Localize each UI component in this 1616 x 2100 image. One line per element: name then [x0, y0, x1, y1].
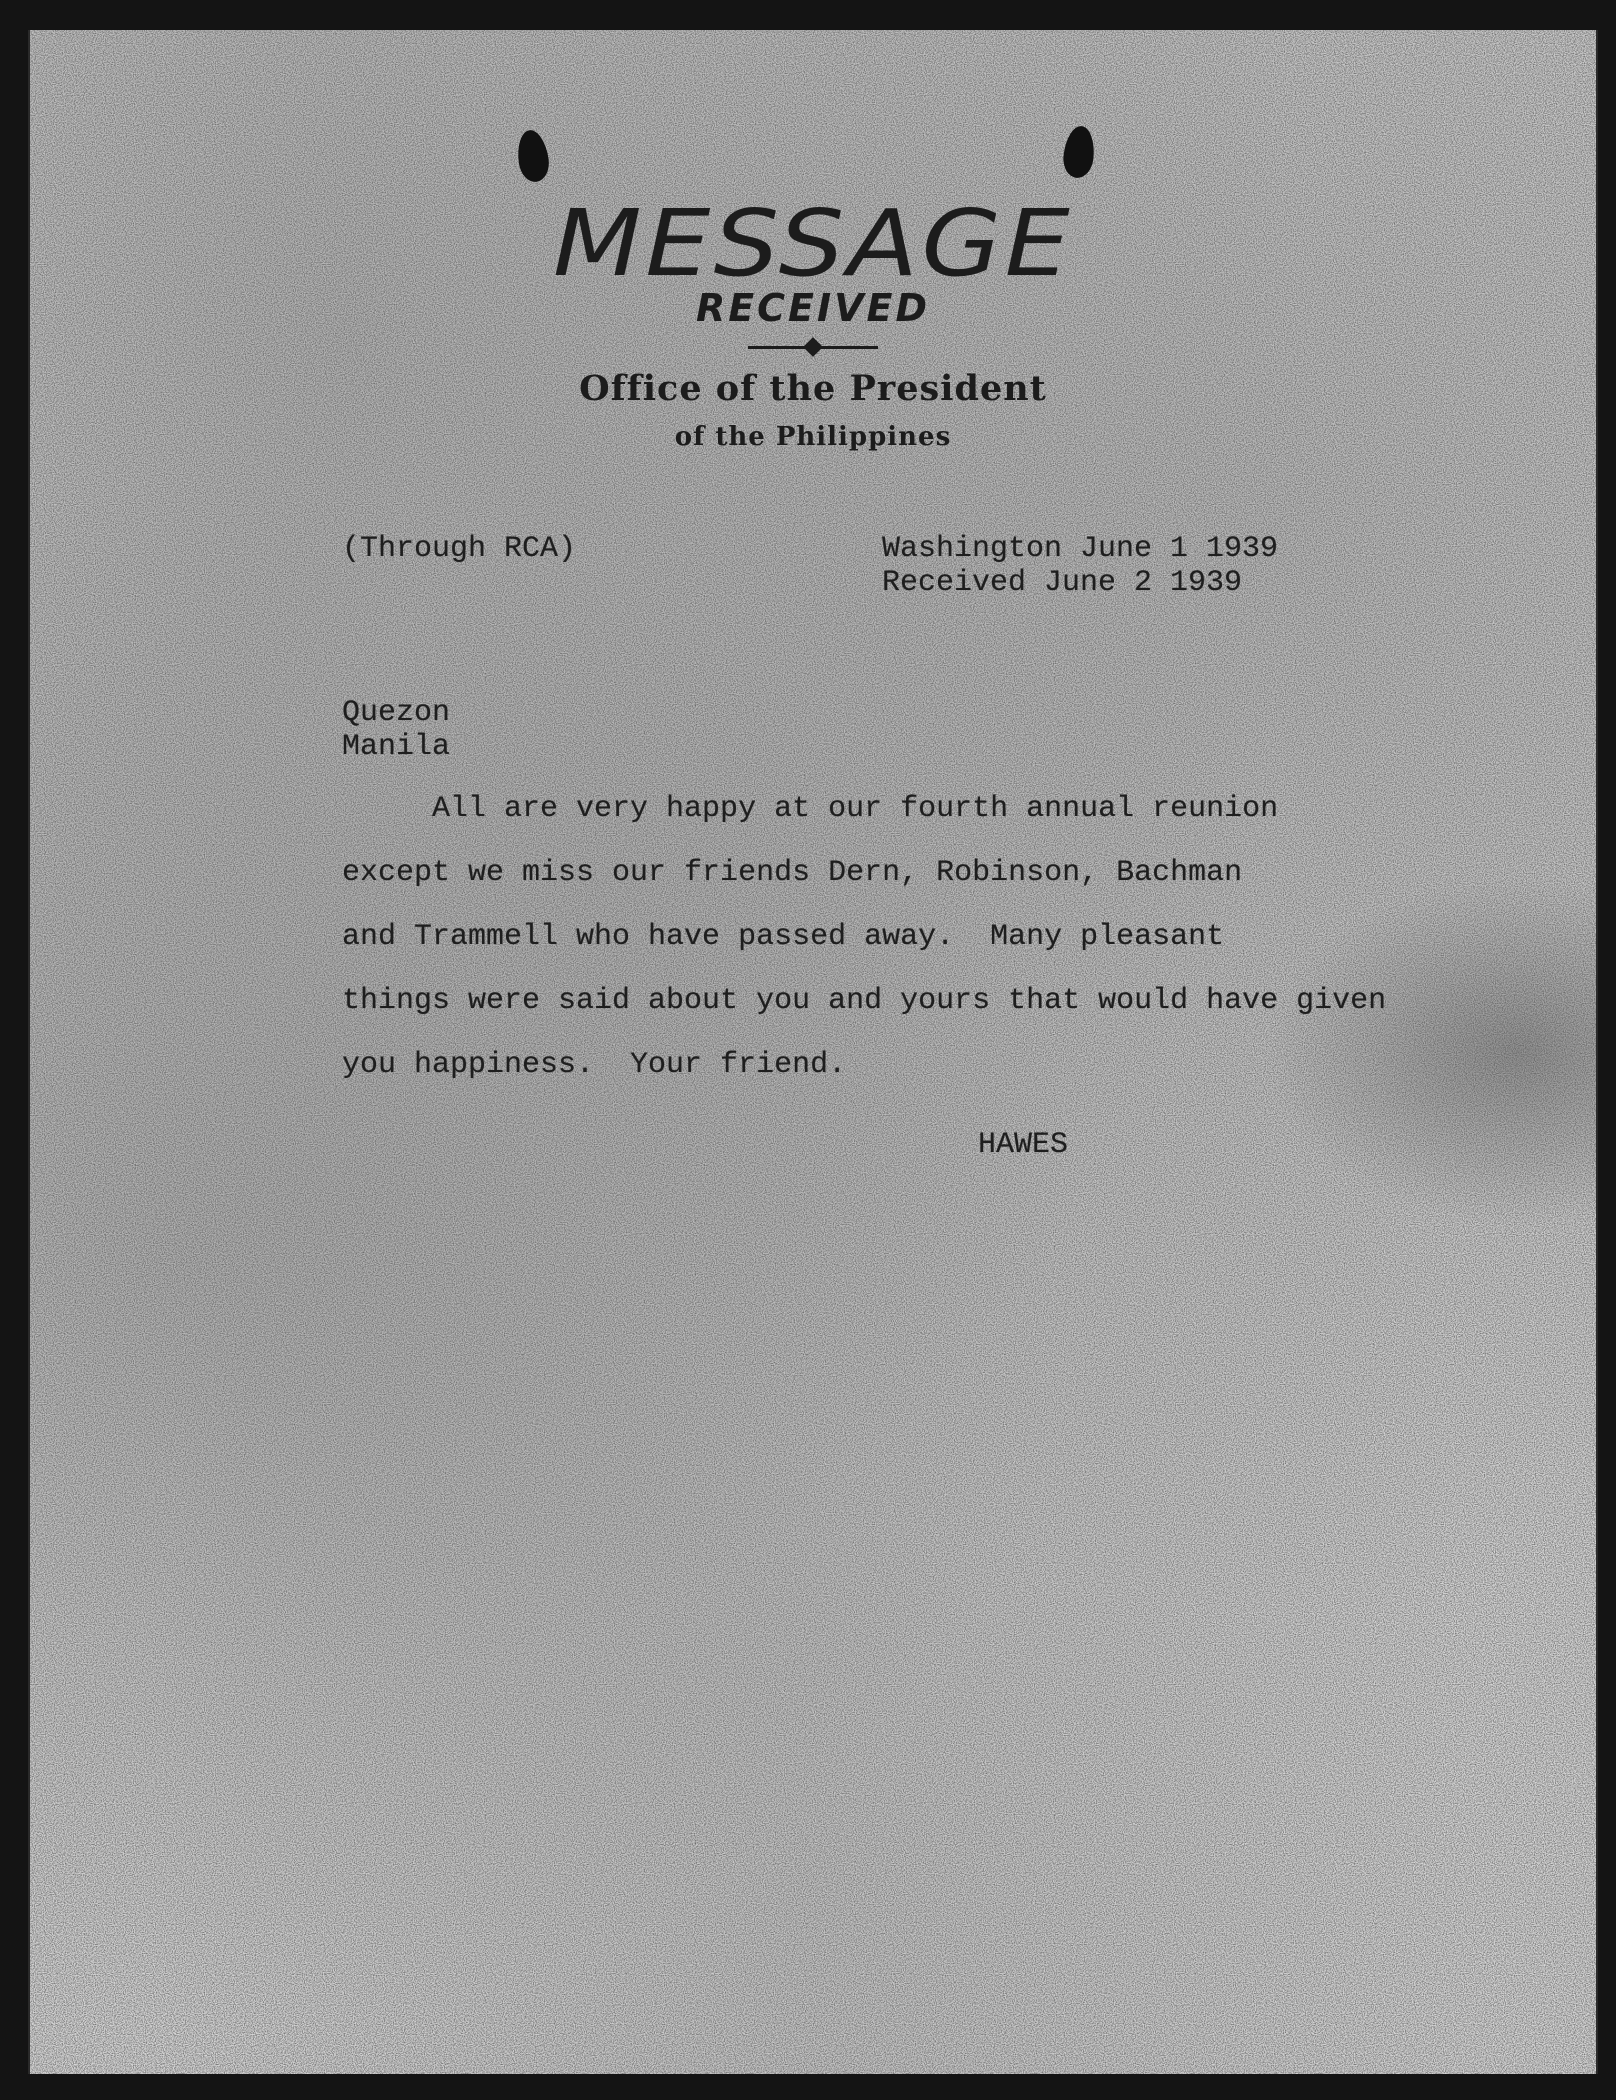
- letterhead-country: of the Philippines: [674, 422, 952, 452]
- letterhead-office: Office of the President: [579, 368, 1047, 409]
- sent-date: Washington June 1 1939: [882, 532, 1279, 566]
- letterhead-title: MESSAGE: [552, 190, 1074, 297]
- message-line: All are very happy at our fourth annual reunion: [342, 792, 1279, 826]
- message-line: things were said about you and yours that would have given: [342, 984, 1387, 1018]
- routing-note: (Through RCA): [342, 532, 577, 566]
- signature: HAWES: [978, 1128, 1069, 1162]
- date-block: [882, 532, 1278, 600]
- recipient-name: Quezon: [342, 696, 451, 730]
- letterhead-subtitle: RECEIVED: [695, 286, 931, 330]
- message-line: except we miss our friends Dern, Robinson, Bachman: [342, 856, 1243, 890]
- recipient-city: Manila: [342, 730, 451, 764]
- message-line: you happiness. Your friend.: [342, 1048, 847, 1082]
- message-line: and Trammell who have passed away. Many pleasant: [342, 920, 1225, 954]
- paper-sheet: [28, 30, 1598, 2074]
- received-date: Received June 2 1939: [882, 566, 1243, 600]
- recipient-block: [342, 696, 450, 764]
